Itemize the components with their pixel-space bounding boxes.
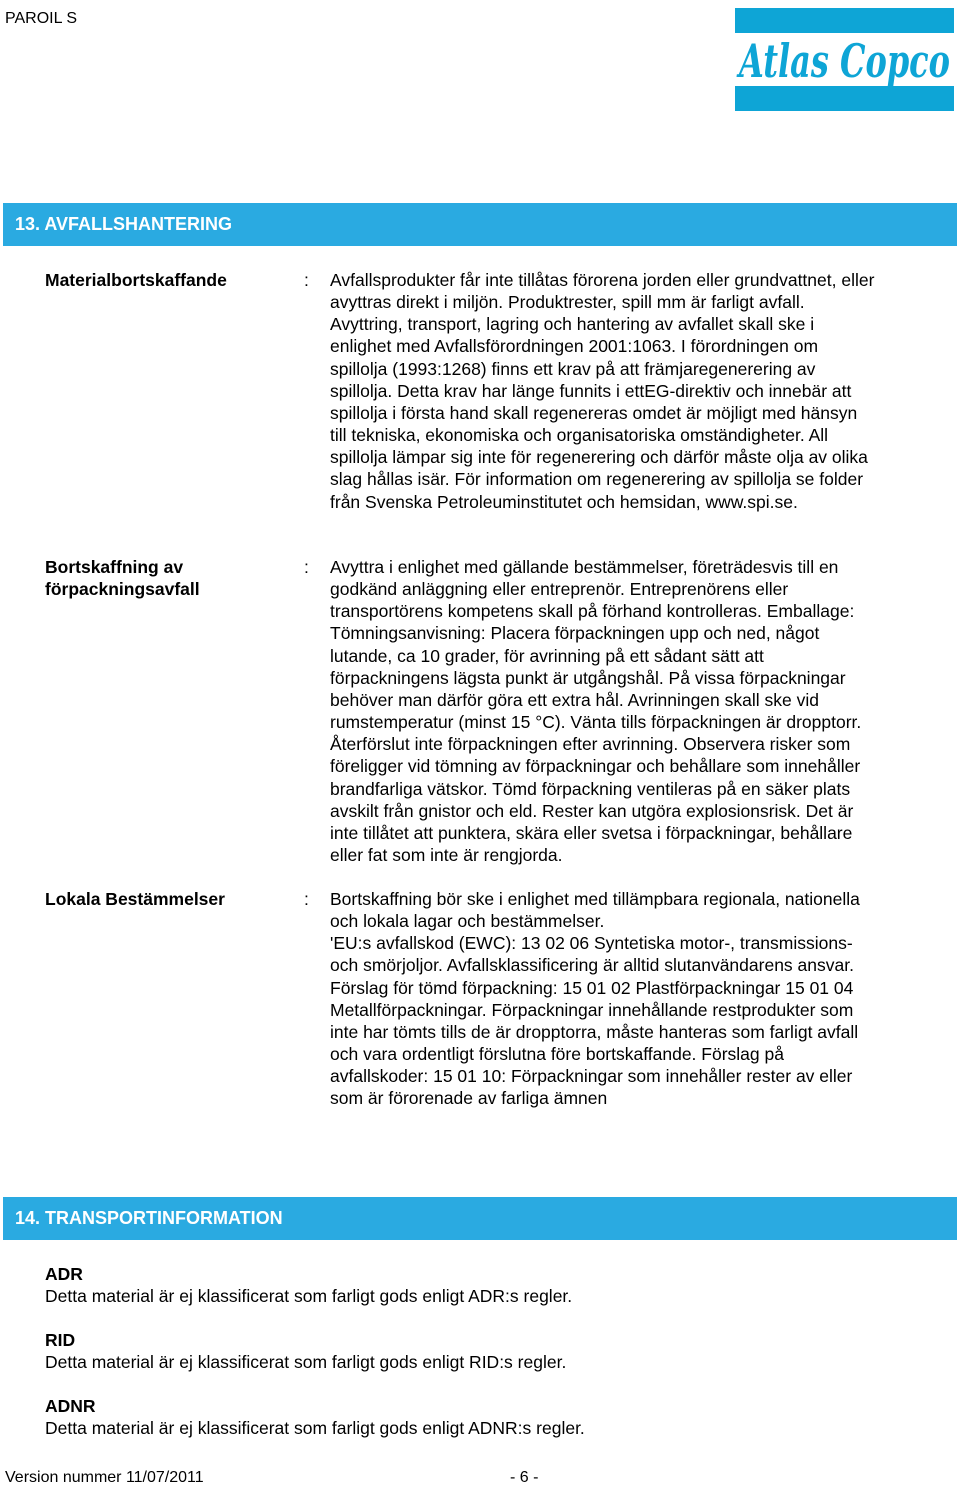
transport-rid xyxy=(45,1329,566,1373)
atlas-copco-logo xyxy=(735,8,954,111)
transport-heading: ADNR xyxy=(45,1396,96,1416)
section-13-header: 13. AVFALLSHANTERING xyxy=(3,203,957,246)
section-14-header: 14. TRANSPORTINFORMATION xyxy=(3,1197,957,1240)
label-bortskaffning-forpackningsavfall xyxy=(45,556,200,600)
paragraph: 'EU:s avfallskod (EWC): 13 02 06 Syntetiska motor-, transmissions- och smörjoljor. Avfallsklassificering är alltid slutanvändarens ansvar. xyxy=(330,933,854,976)
svg-text:Atlas Copco: Atlas Copco xyxy=(736,34,950,88)
paragraph: Bortskaffning bör ske i enlighet med tillämpbara regionala, nationella och lokala lagar och bestämmelser. xyxy=(330,889,860,932)
value-materialbortskaffande: Avfallsprodukter får inte tillåtas förorena jorden eller grundvattnet, eller avyttras direkt i miljön. Produktrester, spill mm är farligt avfall. Avyttring, transport, lagring och hantering av avfallet skall ske i enlighet med Avfallsförordningen 2001:1063. I förordningen om spillolja (1993:1268) finns ett krav på att främjaregenerering av spillolja. Detta krav har länge funnits i ettEG-direktiv och innebär att spillolja i första hand skall regenereras omdet är möjligt med hänsyn till tekniska, ekonomiska och organisatoriska omständigheter. All spillolja lämpar sig inte för regenerering och därför måste olja av olika slag hållas isär. För information om regenerering av spillolja se folder från Svenska Petroleuminstitutet och hemsidan, www.spi.se. xyxy=(330,270,875,512)
colon-separator: : xyxy=(304,270,309,290)
colon-separator: : xyxy=(304,889,309,909)
label-line: förpackningsavfall xyxy=(45,579,200,599)
label-lokala-bestammelser: Lokala Bestämmelser xyxy=(45,889,225,909)
transport-text: Detta material är ej klassificerat som farligt gods enligt ADNR:s regler. xyxy=(45,1418,585,1438)
transport-adnr xyxy=(45,1395,585,1439)
transport-text: Detta material är ej klassificerat som farligt gods enligt RID:s regler. xyxy=(45,1352,567,1372)
transport-heading: RID xyxy=(45,1330,76,1350)
paragraph: Förslag för tömd förpackning: 15 01 02 Plastförpackningar 15 01 04 Metallförpackningar. Förpackningar innehållande restprodukter som inte har tömts tills de är dropptorra, måste hanteras som farligt avfall och vara ordentligt förslutna före bortskaffande. Förslag på avfallskoder: 15 01 10: Förpackningar som innehåller rester av eller som är förorenade av farliga ämnen xyxy=(330,977,859,1109)
value-lokala-bestammelser xyxy=(330,888,875,1110)
value-bortskaffning-forpackningsavfall: Avyttra i enlighet med gällande bestämmelser, företrädesvis till en godkänd anläggning eller entreprenör. Entreprenörens eller transportörens kompetens skall på förhand kontrolleras. Emballage: Tömningsanvisning: Placera förpackningen upp och ned, något lutande, ca 10 grader, för avrinning på ett sådant sätt att förpackningens lägsta punkt är utgångshål. På vissa förpackningar behöver man därför göra ett extra hål. Avrinningen skall ske vid rumstemperatur (minst 15 °C). Vänta tills förpackningen är dropptorr. Återförslut inte förpackningen efter avrinning. Observera risker som föreligger vid tömning av förpackningar och behållare som innehåller brandfarliga vätskor. Tömd förpackning ventileras på en säker plats avskilt från gnistor och eld. Rester kan utgöra explosionsrisk. Det är inte tillåtet att punktera, skära eller svetsa i förpackningar, behållare eller fat som inte är rengjorda. xyxy=(330,557,862,866)
label-line: Bortskaffning av xyxy=(45,557,184,577)
footer-page-number: - 6 - xyxy=(510,1469,539,1486)
product-name: PAROIL S xyxy=(5,10,78,27)
transport-text: Detta material är ej klassificerat som farligt gods enligt ADR:s regler. xyxy=(45,1286,573,1306)
transport-heading: ADR xyxy=(45,1264,83,1284)
transport-adr xyxy=(45,1263,572,1307)
label-materialbortskaffande: Materialbortskaffande xyxy=(45,270,227,290)
footer-version: Version nummer 11/07/2011 xyxy=(5,1469,204,1486)
colon-separator: : xyxy=(304,557,309,577)
